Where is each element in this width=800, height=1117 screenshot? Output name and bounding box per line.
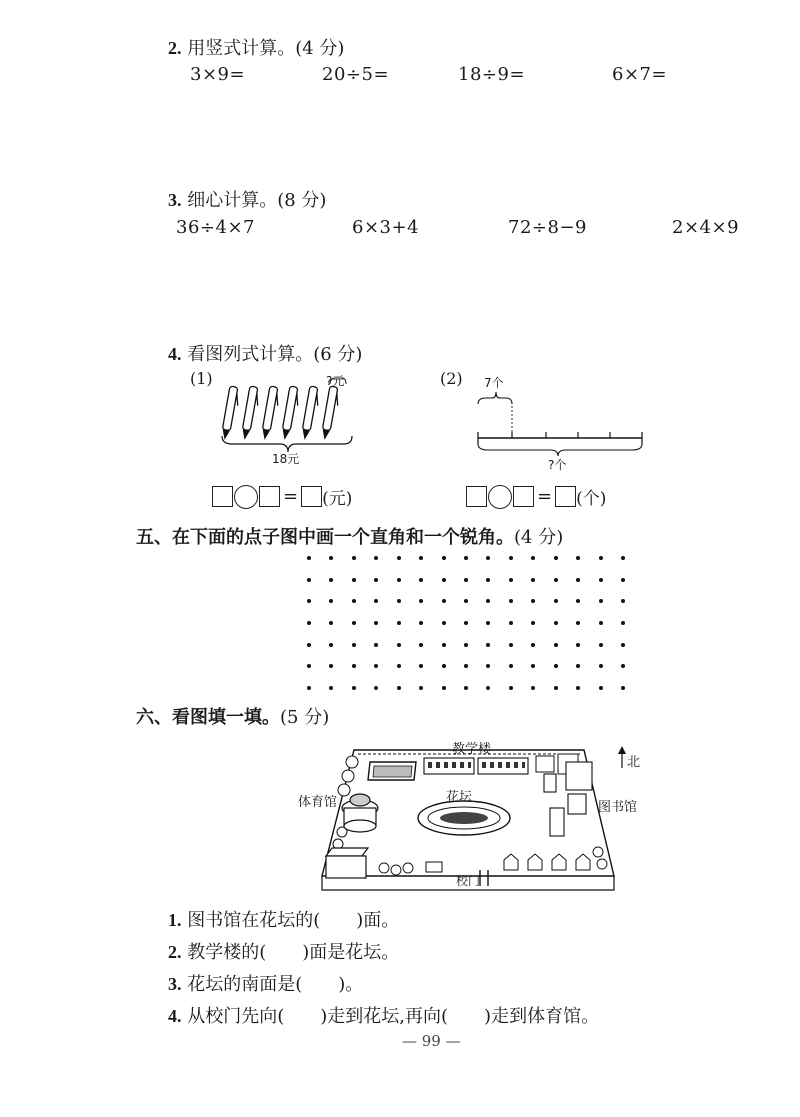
s6-q1-text-b: )面。 xyxy=(356,910,400,931)
grid-dot[interactable] xyxy=(352,643,356,647)
grid-dot[interactable] xyxy=(554,643,558,647)
grid-dot[interactable] xyxy=(307,578,311,582)
grid-dot[interactable] xyxy=(576,643,580,647)
grid-dot[interactable] xyxy=(419,664,423,668)
grid-dot[interactable] xyxy=(374,664,378,668)
segment-brace xyxy=(478,392,512,404)
q2-heading xyxy=(168,34,344,60)
grid-dot[interactable] xyxy=(554,599,558,603)
grid-dot[interactable] xyxy=(419,578,423,582)
operator-circle[interactable] xyxy=(488,485,512,509)
s6-question-2 xyxy=(168,938,399,964)
grid-dot[interactable] xyxy=(599,664,603,668)
grid-dot[interactable] xyxy=(531,664,535,668)
grid-dot[interactable] xyxy=(464,664,468,668)
q3-expr-1: 36÷4×7 xyxy=(176,217,255,238)
grid-dot[interactable] xyxy=(531,599,535,603)
grid-dot[interactable] xyxy=(599,686,603,690)
s6-q4-text-a: 从校门先向( xyxy=(187,1006,285,1027)
q4-p2-answer-frame xyxy=(466,484,606,509)
equals-sign: = xyxy=(537,486,553,507)
q3-heading xyxy=(168,186,326,212)
map-label-gym: 体育馆 xyxy=(298,795,338,810)
grid-dot[interactable] xyxy=(599,643,603,647)
section-5-title: 五、在下面的点子图中画一个直角和一个锐角。 xyxy=(136,527,514,548)
grid-dot[interactable] xyxy=(352,664,356,668)
grid-dot[interactable] xyxy=(419,621,423,625)
grid-dot[interactable] xyxy=(599,621,603,625)
s6-q3-number: 3. xyxy=(168,974,182,994)
q3-title: 细心计算。(8 分) xyxy=(187,190,327,211)
grid-dot[interactable] xyxy=(464,599,468,603)
grid-dot[interactable] xyxy=(419,556,423,560)
q3-expr-2: 6×3+4 xyxy=(352,217,420,238)
grid-dot[interactable] xyxy=(621,556,625,560)
page-number: — 99 — xyxy=(402,1032,461,1050)
q4-p2-label: (2) xyxy=(440,369,463,388)
grid-dot[interactable] xyxy=(442,578,446,582)
answer-box[interactable] xyxy=(555,486,576,507)
grid-dot[interactable] xyxy=(329,621,333,625)
grid-dot[interactable] xyxy=(486,686,490,690)
q4-p1-answer-frame xyxy=(212,484,352,509)
grid-dot[interactable] xyxy=(576,664,580,668)
grid-dot[interactable] xyxy=(397,556,401,560)
grid-dot[interactable] xyxy=(576,578,580,582)
total-brace-2 xyxy=(478,444,642,456)
map-label-north: 北 xyxy=(627,755,641,770)
grid-dot[interactable] xyxy=(576,621,580,625)
s6-q2-text-a: 教学楼的( xyxy=(187,942,267,963)
grid-dot[interactable] xyxy=(397,664,401,668)
grid-dot[interactable] xyxy=(329,686,333,690)
q2-expr-4: 6×7= xyxy=(612,64,668,85)
s6-q1-text-a: 图书馆在花坛的( xyxy=(187,910,321,931)
grid-dot[interactable] xyxy=(486,599,490,603)
answer-box[interactable] xyxy=(513,486,534,507)
grid-dot[interactable] xyxy=(307,556,311,560)
grid-dot[interactable] xyxy=(442,556,446,560)
q2-expr-3: 18÷9= xyxy=(458,64,526,85)
answer-box[interactable] xyxy=(301,486,322,507)
flower-bed-icon xyxy=(418,801,510,835)
grid-dot[interactable] xyxy=(509,621,513,625)
q2-expr-1: 3×9= xyxy=(190,64,246,85)
grid-dot[interactable] xyxy=(374,621,378,625)
grid-dot[interactable] xyxy=(352,599,356,603)
q3-number: 3. xyxy=(168,190,182,210)
grid-dot[interactable] xyxy=(419,599,423,603)
grid-dot[interactable] xyxy=(352,686,356,690)
section-6-score: (5 分) xyxy=(280,707,330,728)
grid-dot[interactable] xyxy=(554,556,558,560)
q4-heading xyxy=(168,340,362,366)
s6-q4-number: 4. xyxy=(168,1006,182,1026)
s6-question-3 xyxy=(168,970,363,996)
grid-dot[interactable] xyxy=(442,599,446,603)
grid-dot[interactable] xyxy=(531,643,535,647)
grid-dot[interactable] xyxy=(307,664,311,668)
grid-dot[interactable] xyxy=(442,621,446,625)
grid-dot[interactable] xyxy=(352,556,356,560)
q2-title: 用竖式计算。(4 分) xyxy=(187,38,345,59)
grid-dot[interactable] xyxy=(486,664,490,668)
equals-sign: = xyxy=(283,486,299,507)
grid-dot[interactable] xyxy=(621,643,625,647)
grid-dot[interactable] xyxy=(329,664,333,668)
grid-dot[interactable] xyxy=(554,621,558,625)
grid-dot[interactable] xyxy=(397,686,401,690)
grid-dot[interactable] xyxy=(531,621,535,625)
s6-question-4 xyxy=(168,1002,599,1028)
grid-dot[interactable] xyxy=(509,664,513,668)
map-label-library: 图书馆 xyxy=(598,800,638,815)
answer-box[interactable] xyxy=(259,486,280,507)
grid-dot[interactable] xyxy=(486,578,490,582)
q4-p1-unit: (元) xyxy=(322,489,353,509)
grid-dot[interactable] xyxy=(374,643,378,647)
grid-dot[interactable] xyxy=(374,556,378,560)
q4-number: 4. xyxy=(168,344,182,364)
grid-dot[interactable] xyxy=(621,599,625,603)
q4-p1-total-label: 18元 xyxy=(272,452,300,466)
grid-dot[interactable] xyxy=(554,664,558,668)
s6-question-1 xyxy=(168,906,399,932)
grid-dot[interactable] xyxy=(486,556,490,560)
section-5-heading xyxy=(136,523,563,549)
grid-dot[interactable] xyxy=(531,686,535,690)
s6-q3-text-a: 花坛的南面是( xyxy=(187,974,303,995)
grid-dot[interactable] xyxy=(397,621,401,625)
map-label-teaching-building: 教学楼 xyxy=(452,742,492,757)
answer-box[interactable] xyxy=(212,486,233,507)
grid-dot[interactable] xyxy=(397,578,401,582)
q4-p2-total-label: ?个 xyxy=(548,458,567,472)
grid-dot[interactable] xyxy=(329,643,333,647)
grid-dot[interactable] xyxy=(531,578,535,582)
q2-expr-2: 20÷5= xyxy=(322,64,390,85)
s6-q3-text-b: )。 xyxy=(338,974,364,995)
grid-dot[interactable] xyxy=(442,664,446,668)
pool-icon xyxy=(368,762,416,780)
grid-dot[interactable] xyxy=(621,578,625,582)
grid-dot[interactable] xyxy=(442,643,446,647)
grid-dot[interactable] xyxy=(442,686,446,690)
grid-dot[interactable] xyxy=(554,578,558,582)
grid-dot[interactable] xyxy=(509,556,513,560)
answer-box[interactable] xyxy=(466,486,487,507)
grid-dot[interactable] xyxy=(397,643,401,647)
grid-dot[interactable] xyxy=(307,643,311,647)
grid-dot[interactable] xyxy=(329,556,333,560)
grid-dot[interactable] xyxy=(621,686,625,690)
grid-dot[interactable] xyxy=(486,621,490,625)
s6-q2-number: 2. xyxy=(168,942,182,962)
grid-dot[interactable] xyxy=(486,643,490,647)
section-6-heading xyxy=(136,703,329,729)
grid-dot[interactable] xyxy=(531,556,535,560)
pen-icons xyxy=(221,386,341,439)
north-arrow-icon xyxy=(618,746,626,768)
grid-dot[interactable] xyxy=(352,578,356,582)
q4-p1-label: (1) xyxy=(190,369,213,388)
grid-dot[interactable] xyxy=(307,686,311,690)
q4-p2-segment-label: 7个 xyxy=(484,376,504,390)
q4-p1-price-label: ?元 xyxy=(326,374,345,388)
grid-dot[interactable] xyxy=(419,686,423,690)
grid-dot[interactable] xyxy=(419,643,423,647)
grid-dot[interactable] xyxy=(464,621,468,625)
grid-dot[interactable] xyxy=(397,599,401,603)
grid-dot[interactable] xyxy=(576,556,580,560)
grid-dot[interactable] xyxy=(307,621,311,625)
grid-dot[interactable] xyxy=(374,578,378,582)
grid-dot[interactable] xyxy=(576,599,580,603)
grid-dot[interactable] xyxy=(464,686,468,690)
s6-q2-text-b: )面是花坛。 xyxy=(302,942,400,963)
s6-q1-number: 1. xyxy=(168,910,182,930)
grid-dot[interactable] xyxy=(576,686,580,690)
grid-dot[interactable] xyxy=(464,578,468,582)
grid-dot[interactable] xyxy=(554,686,558,690)
q3-expr-4: 2×4×9 xyxy=(672,217,740,238)
grid-dot[interactable] xyxy=(464,643,468,647)
operator-circle[interactable] xyxy=(234,485,258,509)
q4-p2-unit: (个) xyxy=(576,489,607,509)
grid-dot[interactable] xyxy=(509,599,513,603)
grid-dot[interactable] xyxy=(599,556,603,560)
grid-dot[interactable] xyxy=(329,599,333,603)
s6-q4-text-c: )走到体育馆。 xyxy=(484,1006,600,1027)
grid-dot[interactable] xyxy=(621,621,625,625)
grid-dot[interactable] xyxy=(599,578,603,582)
q4-title: 看图列式计算。(6 分) xyxy=(187,344,363,365)
grid-dot[interactable] xyxy=(374,599,378,603)
grid-dot[interactable] xyxy=(329,578,333,582)
dot-grid[interactable] xyxy=(307,556,625,690)
q3-expr-3: 72÷8−9 xyxy=(508,217,587,238)
grid-dot[interactable] xyxy=(464,556,468,560)
q2-number: 2. xyxy=(168,38,182,58)
map-label-gate: 校门 xyxy=(456,874,481,888)
section-6-title: 六、看图填一填。 xyxy=(136,707,280,728)
grid-dot[interactable] xyxy=(307,599,311,603)
grid-dot[interactable] xyxy=(374,686,378,690)
grid-dot[interactable] xyxy=(509,643,513,647)
map-label-flower-bed: 花坛 xyxy=(446,790,473,805)
grid-dot[interactable] xyxy=(599,599,603,603)
grid-dot[interactable] xyxy=(509,686,513,690)
grid-dot[interactable] xyxy=(509,578,513,582)
section-5-score: (4 分) xyxy=(514,527,564,548)
grid-dot[interactable] xyxy=(352,621,356,625)
s6-q4-text-b: )走到花坛,再向( xyxy=(320,1006,449,1027)
grid-dot[interactable] xyxy=(621,664,625,668)
